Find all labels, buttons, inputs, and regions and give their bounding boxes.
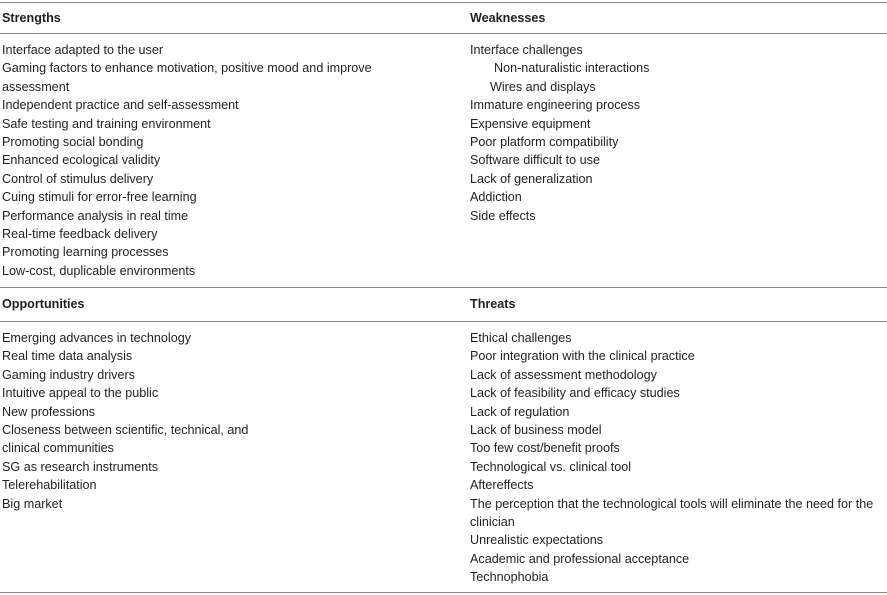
list-item: Enhanced ecological validity — [2, 153, 161, 168]
list-item: Poor integration with the clinical practice — [470, 349, 695, 364]
threats-list — [470, 329, 885, 587]
list-item: SG as research instruments — [2, 459, 159, 474]
list-item: Ethical challenges — [470, 331, 572, 345]
list-item: Closeness between scientific, technical, and clinical communities — [2, 423, 249, 456]
list-item: Immature engineering process — [470, 98, 641, 113]
list-item: Side effects — [470, 208, 536, 223]
list-item: Big market — [2, 496, 63, 511]
list-item: New professions — [2, 404, 96, 419]
list-item: Unrealistic expectations — [470, 533, 603, 548]
list-item: Independent practice and self-assessment — [2, 98, 239, 113]
list-item: Control of stimulus delivery — [2, 171, 154, 186]
strengths-heading: Strengths — [2, 11, 61, 25]
list-item: Emerging advances in technology — [2, 331, 192, 345]
list-item: Gaming factors to enhance motivation, positive mood and improve assessment — [2, 61, 372, 94]
list-item: Intuitive appeal to the public — [2, 386, 159, 401]
list-item: Wires and displays — [490, 79, 596, 94]
list-item: Aftereffects — [470, 478, 534, 493]
list-item: Promoting learning processes — [2, 245, 169, 260]
list-item: Technophobia — [470, 570, 549, 585]
section-divider-rule — [0, 287, 887, 288]
list-item: Academic and professional acceptance — [470, 551, 690, 566]
list-item: Poor platform compatibility — [470, 135, 619, 150]
list-item: Safe testing and training environment — [2, 116, 211, 131]
weaknesses-list — [470, 41, 885, 225]
list-item: Real-time feedback delivery — [2, 227, 158, 242]
list-item: Lack of business model — [470, 423, 602, 438]
list-item: Addiction — [470, 190, 522, 205]
list-item: Performance analysis in real time — [2, 208, 189, 223]
list-item: Lack of generalization — [470, 171, 593, 186]
list-item: Lack of feasibility and efficacy studies — [470, 386, 680, 401]
table-top-rule — [0, 2, 887, 3]
threats-heading: Threats — [470, 297, 516, 311]
list-item: Non-naturalistic interactions — [494, 61, 650, 76]
list-item: Gaming industry drivers — [2, 367, 135, 382]
list-item: Cuing stimuli for error-free learning — [2, 190, 197, 205]
table-bottom-rule — [0, 592, 887, 593]
list-item: Expensive equipment — [470, 116, 591, 131]
list-item: Software difficult to use — [470, 153, 600, 168]
list-item: Interface adapted to the user — [2, 43, 164, 57]
list-item: Interface challenges — [470, 43, 583, 57]
opportunities-list — [2, 329, 412, 513]
header-rule-bottom — [0, 321, 887, 322]
list-item: Promoting social bonding — [2, 135, 144, 150]
list-item: Low-cost, duplicable environments — [2, 263, 196, 278]
list-item: Telerehabilitation — [2, 478, 97, 493]
opportunities-heading: Opportunities — [2, 297, 85, 311]
list-item: The perception that the technological tools will eliminate the need for the clinician — [470, 496, 874, 530]
list-item: Technological vs. clinical tool — [470, 459, 632, 474]
strengths-list — [2, 41, 412, 280]
list-item: Real time data analysis — [2, 349, 133, 364]
header-rule-top — [0, 33, 887, 34]
weaknesses-heading: Weaknesses — [470, 11, 546, 25]
list-item: Too few cost/benefit proofs — [470, 441, 620, 456]
list-item: Lack of assessment methodology — [470, 367, 657, 382]
list-item: Lack of regulation — [470, 404, 570, 419]
